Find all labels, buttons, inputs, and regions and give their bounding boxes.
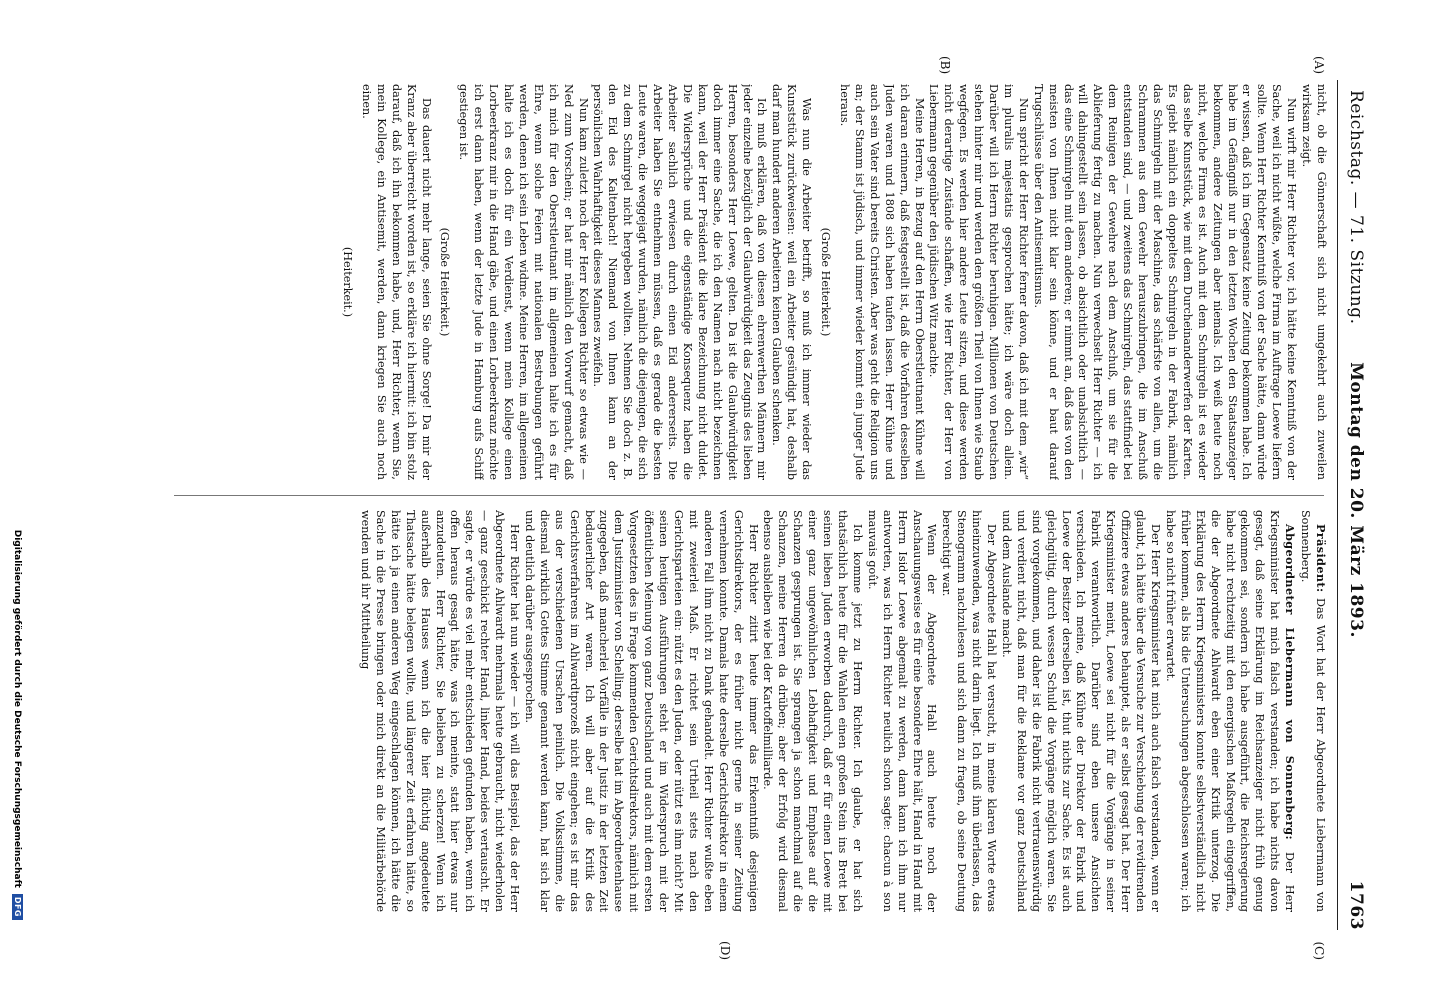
margin-marker-d: (D) [718,941,732,960]
paragraph: Nun wirft mir Herr Richter vor, ich hätte keine Kenntniß von der Sache, weil ich nicht wüßte, welche Firma im Auftrage Loewe liefern sollte. Wenn Herr Richter Kenntniß von der Sache hätte, dann würde er wissen, daß ich im Gegensatz keine Zeitung bekommen habe. Ich habe im Gefängniß nur in den letzten Wochen den Staatsanzeiger bekommen, andere Zeitungen aber niemals. Ich weiß heute noch nicht, welche Firma es ist. Auch mit dem Schmirgeln ist es wieder das selbe Kunststück, wie mit dem Durcheinanderwerfen der Karten. Es giebt nämlich ein doppeltes Schmirgeln in der Fabrik, nämlich das Schmirgeln mit der Maschine, das schärfste von allen, um die Schrammen aus dem Gewehr herauszubringen, die im Anschuß entstanden sind, — und zweitens das Schmirgeln, das stattfindet bei dem Reinigen der Gewehre nach dem Anschuß, um sie für die Ablieferung fertig zu machen. Nun verwechselt Herr Richter — ich will dahingestellt sein lassen, ob absichtlich oder unabsichtlich — das eine Schmirgeln mit dem anderen; er nimmt an, daß das von den meisten von Ihnen nicht klar sein könne, und er baut darauf Trugschlüsse über den Antisemitismus. [1031,84,1299,480]
paragraph: Herr Richter hat nun wieder — ich will das Beispiel, das der Herr Abgeordnete Ahlwardt mehrmals heute gebraucht, nicht wiederholen — ganz geschickt rechter Hand, linker Hand, beides vertauscht. Er sagte, er würde es viel mehr entschieden gefunden haben, wenn ich offen heraus gesagt hätte, was ich meinte, statt hier etwas nur anzudeuten. Herr Richter, Sie belieben zu scherzen! Wenn ich außerhalb des Hauses wenn ich die hier flüchtig angedeutete Thatsache hätte belegen wollte, und längerer Zeit erfahren hätte, so hätte ich ja einen anderen Weg eingeschlagen können, ich hätte die Sache in die Presse bringen oder mich direkt an die Militärbehörde wenden und ihr Mittheilung [359,510,522,912]
president-text: Das Wort hat der Herr Abgeordnete Liebermann von Sonnenberg. [1299,510,1327,912]
paragraph: Wenn der Abgeordnete Hahl auch heute noch der Anschauungsweise es für eine besondere Ehre hält, Hand in Hand mit Herrn Isidor Loewe abgemalt zu werden, dann kann ich ihm nur antworten, was ich Herrn Richter neulich schon sagte: chacun à son mauvais goût. [865,510,939,912]
paragraph: Meine Herren, in Bezug auf den Herrn Oberstleutnant Kühne will ich daran erinnern, daß festgestellt ist, daß die Vorfahren desselben Juden waren und 1808 sich haben taufen lassen. Herr Kühne und auch sein Vater sind bereits Christen. Aber was geht die Religion uns an; der Stamm ist jüdisch, und immer wieder kommt ein junger Jude heraus. [838,84,926,480]
paragraph: Herr Richter zitirt heute immer das Erkenntniß desjenigen Gerichtsdirektors, der es früher nicht gerne in seiner Zeitung vernehmen konnte. Damals hatte derselbe Gerichtsdirektor in einem anderen Fall ihm nicht zu Dank gehandelt. Herr Richter wußte eben mit zweierlei Maß. Er richtet sein Urtheil stets nach den Gerichtsparteien ein: nützt es den Juden, oder nützt es ihm nicht? Mit seinen heutigen Ausführungen steht er im Widerspruch mit der öffentlichen Meinung von ganz Deutschland und auch mit dem ersten Vorgesetzten des in Frage kommenden Gerichtsdirektors, nämlich mit dem Justizminister von Schelling; derselbe hat im Abgeordnetenhause zugegeben, daß mancherlei Vorfälle in der Justiz in der letzten Zeit bedauerlicher Art waren. Ich will aber auf die Kritik des Gerichtsverfahrens im Ahlwardtprozeß nicht eingehen; es ist mir das aus der verschiedenen Ursachen peinlich. Die Volksstimme, die diesmal wirklich Gottes Stimme genannt werden kann, hat sich klar und deutlich darüber ausgesprochen. [522,510,760,912]
header-date: Montag den 20. März 1893. [1346,362,1366,638]
president-paragraph [1297,510,1328,912]
paragraph: Was nun die Arbeiter betrifft, so muß ich immer wieder das Kunststück zurückweisen: weil ein Arbeiter gesündigt hat, deshalb darf man hundert anderen Arbeitern keinen Glauben schenken. [770,84,814,480]
paragraph: Nun spricht der Herr Richter ferner davon, daß ich mit dem „wir“ im pluralis majestatis gesprochen hätte; ich wäre doch allein. Darüber will ich Herrn Richter beruhigen. Millionen von Deutschen stehen hinter mir und werden den größten Theil von Ihnen wie Staub wegfegen. Es werden hier andere Leute sitzen, und diese werden nicht derartige Zustände schaffen, wie Herr Richter, der Herr von Liebermann gegenüber den jüdischen Witz machte. [927,84,1030,480]
speaker-label-president: Präsident: [1314,524,1328,593]
margin-marker-c: (C) [1312,941,1326,960]
paragraph: Ich komme jetzt zu Herrn Richter. Ich glaube, er hat sich thatsächlich heute für die Wahlen einen großen Stein ins Brett bei seinen lieben Juden erworben dadurch, daß er für einen Loewe mit einer ganz ungewöhnlichen Lebhaftigkeit und Emphase auf die Schanzen gesprungen ist. Sie sprangen ja schon manchmal auf die Schanzen, meine Herren da drüben; aber der Erfolg wird diesmal ebenso ausbleiben wie bei der Kartoffelmilliarde. [761,510,864,912]
left-column [123,84,1328,480]
margin-marker-a: (A) [1312,56,1326,75]
header-session: Reichstag. — 71. Sitzung. [1346,90,1366,325]
right-column [123,510,1328,912]
speaker-paragraph [1162,510,1297,912]
margin-marker-b: (B) [938,56,952,75]
footer-text: Digitalisierung gefördert durch die Deutsche Forschungsgemeinschaft [12,529,23,888]
digitization-footer [12,80,23,920]
stage-direction: (Große Heiterkeit.) [438,227,452,337]
paragraph: Der Herr Kriegsminister hat mich auch falsch verstanden, wenn er glaubt, ich hätte über die Versuche zur Verschiebung der revidirenden Offiziere etwas anderes behauptet, als er selbst gesagt hat. Der Herr Kriegsminister meint, Loewe sei nicht für die Vorgänge in seiner Fabrik verantwortlich. Darüber sind eben unsere Ansichten verschieden. Ich meine, daß Kühne der Direktor der Fabrik und Loewe der Besitzer derselben ist, thut nichts zur Sache. Es ist auch gleichgültig, durch wessen Schuld die Vorgänge möglich waren. Sie sind vorgekommen, und daher ist die Fabrik nicht vertrauenswürdig und verdient nicht, daß man für die Reklame vor ganz Deutschland und dem Auslande macht. [999,510,1163,912]
speech-text: Der Herr Kriegsminister hat mich falsch verstanden; ich habe nichts davon gesagt, daß seine Erklärung im Reichsanzeiger nicht früh genug gekommen sei, sondern ich habe ausgeführt, die Reichsregierung habe nicht rechtzeitig mit den energischen Maßregeln eingegriffen, die der Abgeordnete Ahlwardt eben einer Kritik unterzog. Die Erklärung des Herrn Kriegsministers konnte selbstverständlich nicht früher kommen, als bis die Untersuchungen abgeschlossen waren; ich habe so nicht früher erwartet. [1163,510,1297,912]
speaker-label-liebermann: Abgeordneter Liebermann von Sonnenberg: [1283,524,1298,840]
stage-direction: (Heiterkeit.) [341,246,354,318]
column-divider [174,495,1324,496]
header-rule [1337,80,1338,930]
stage-direction: (Große Heiterkeit.) [819,227,833,337]
paragraph: Ich muß erklären, daß von diesen ehrenwerthen Männern mir jeder einzelne bezüglich der Glaubwürdigkeit das Zeugnis des lieben Herren, besonders Herr Loewe, gelten. Da ist die Glaubwürdigkeit doch immer eine Sache, die ich den Namen nach nicht bezeichnen kann, weil der Herr Präsident die klare Bezeichnung nicht duldet. Die Widersprüche und die eigenständige Konsequenz haben die Arbeiter sachlich erwiesen durch einen Eid andererseits. Die Arbeiter haben Sie entnehmen müssen, daß es gerade die besten Leute waren, die weggejagt wurden, nämlich die diejenigen, die sich zu dem Schmirgel nicht hergeben wollten. Nehmen Sie doch z. B. den Eid des Kaltenbach! Niemand von Ihnen kann an der persönlichen Wahrhaftigkeit dieses Mannes zweifeln. [591,84,769,480]
paragraph: Nun kam zuletzt noch der Herr Kollegen Richter so etwas wie — Ned zum Vorschein; er hat mir nämlich den Vorwurf gemacht, daß ich mich für den Oberstleutnant im allgemeinen halte ich es für Ehre, wenn solche Feiern mit nationalen Bestrebungen geführt werden, denen ich sein Leben widme. Meine Herren, im allgemeinen halte ich es doch für ein Verdienst, wenn mein Kollege einen Lorbeerkranz mir in die Hand gäbe, und einen Lorbeerkranz möchte ich erst dann haben, wenn der letzte Jude in Hamburg aufs Schiff gestiegen ist. [457,84,590,480]
paragraph: Der Abgeordnete Hahl hat versucht, in meine klaren Worte etwas hineinzuwenden, was nicht darin liegt. Ich muß ihm überlassen, das Stenogramm nachzulesen und sich dann zu fragen, ob seine Deutung berechtigt war. [940,510,999,912]
running-head [1342,70,1366,930]
dfg-logo: DFG [12,894,23,920]
paragraph: Das dauert nicht mehr lange, seien Sie ohne Sorge! Da mir der Kranz aber überreicht worden ist, so erkläre ich hiermit: ich bin stolz darauf, daß ich ihn bekommen habe, und, Herr Richter, wenn Sie, mein Kollege, ein Antisemit, werden, dann kriegen Sie auch noch einen. [359,84,433,480]
header-page-number: 1763 [1346,880,1366,930]
paragraph: nicht, ob die Gönnerschaft sich nicht umgekehrt auch zuweilen wirksam zeigt. [1300,84,1328,480]
